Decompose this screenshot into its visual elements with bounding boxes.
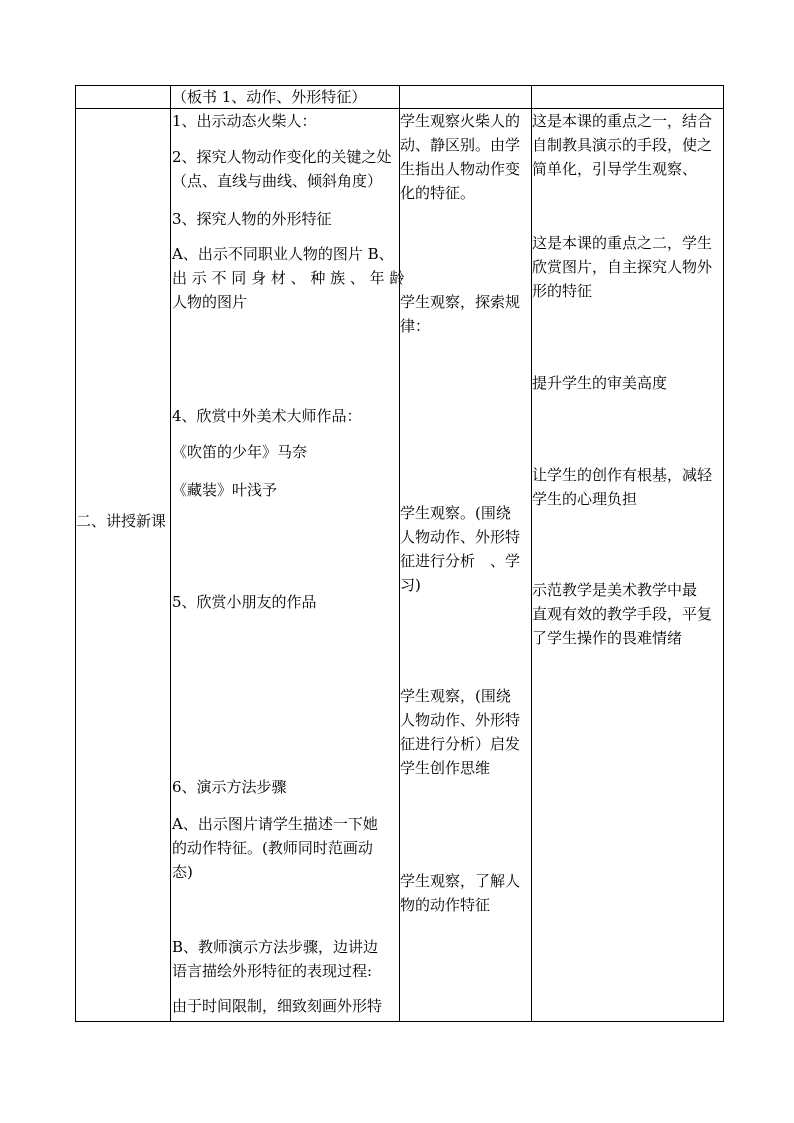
- student-activity-line: 化的特征。: [400, 184, 476, 202]
- teacher-activity-line: 3、探究人物的外形特征: [172, 210, 332, 228]
- teacher-activity-line: 态): [172, 863, 193, 881]
- teacher-activity-line: 人物的图片: [172, 293, 248, 311]
- design-intent-line: 这是本课的重点之二，学生: [532, 234, 713, 252]
- teacher-activity-line: 5、欣赏小朋友的作品: [172, 593, 317, 611]
- design-intent-line: 自制教具演示的手段，使之: [532, 136, 713, 154]
- teacher-activity-line: 出 示 不 同 身 材 、 种 族 、 年 龄: [172, 269, 405, 287]
- design-intent-line: 学生的心理负担: [532, 490, 638, 508]
- teacher-activity-line: 1、出示动态火柴人：: [172, 112, 317, 130]
- student-activity-line: 物的动作特征: [400, 896, 491, 914]
- teacher-activity-line: 4、欣赏中外美术大师作品：: [172, 407, 362, 425]
- teacher-activity-line: 2、探究人物动作变化的关键之处: [172, 148, 392, 166]
- design-intent-line: 直观有效的教学手段，平复: [532, 605, 713, 623]
- student-activity-line: 征进行分析）启发: [400, 735, 521, 753]
- student-activity-line: 律：: [400, 317, 431, 335]
- teacher-activity-line: B、教师演示方法步骤，边讲边: [172, 938, 379, 956]
- table-col-divider-3: [531, 85, 532, 1022]
- section-label: 二、讲授新课: [76, 512, 167, 530]
- teacher-activity-line: A、出示不同职业人物的图片 B、: [172, 245, 394, 263]
- design-intent-line: 提升学生的审美高度: [532, 374, 668, 392]
- design-intent-line: 让学生的创作有根基，减轻: [532, 466, 713, 484]
- design-intent-line: 形的特征: [532, 282, 593, 300]
- student-activity-line: 学生观察，探索规: [400, 293, 521, 311]
- table-border-left: [75, 85, 76, 1022]
- student-activity-line: 学生创作思维: [400, 759, 491, 777]
- student-activity-line: 学生观察火柴人的: [400, 112, 521, 130]
- design-intent-line: 这是本课的重点之一，结合: [532, 112, 713, 130]
- teacher-activity-line: 《藏装》叶浅予: [172, 481, 278, 499]
- student-activity-line: 习): [400, 576, 421, 594]
- student-activity-line: 人物动作、外形特: [400, 528, 521, 546]
- design-intent-line: 示范教学是美术教学中最: [532, 581, 698, 599]
- design-intent-line: 简单化，引导学生观察、: [532, 160, 698, 178]
- student-activity-line: 学生观察，(围绕: [400, 687, 511, 705]
- student-activity-line: 人物动作、外形特: [400, 711, 521, 729]
- teacher-activity-line: 6、演示方法步骤: [172, 778, 287, 796]
- board-note: （板书 1、动作、外形特征）: [172, 88, 367, 106]
- teacher-activity-line: 语言描绘外形特征的表现过程:: [172, 962, 373, 980]
- teacher-activity-line: 《吹笛的少年》马奈: [172, 443, 308, 461]
- teacher-activity-line: （点、直线与曲线、倾斜角度）: [172, 172, 383, 190]
- design-intent-line: 了学生操作的畏难情绪: [532, 629, 683, 647]
- teacher-activity-line: 的动作特征。(教师同时范画动: [172, 839, 373, 857]
- student-activity-line: 学生观察，了解人: [400, 872, 521, 890]
- student-activity-line: 生指出人物动作变: [400, 160, 521, 178]
- teacher-activity-line: 由于时间限制，细致刻画外形特: [172, 997, 383, 1015]
- table-border-right: [723, 85, 724, 1022]
- design-intent-line: 欣赏图片，自主探究人物外: [532, 258, 713, 276]
- student-activity-line: 学生观察。(围绕: [400, 504, 511, 522]
- student-activity-line: 征进行分析 、学: [400, 552, 521, 570]
- student-activity-line: 动、静区别。由学: [400, 136, 521, 154]
- table-col-divider-1: [170, 85, 171, 1022]
- teacher-activity-line: A、出示图片请学生描述一下她: [172, 815, 378, 833]
